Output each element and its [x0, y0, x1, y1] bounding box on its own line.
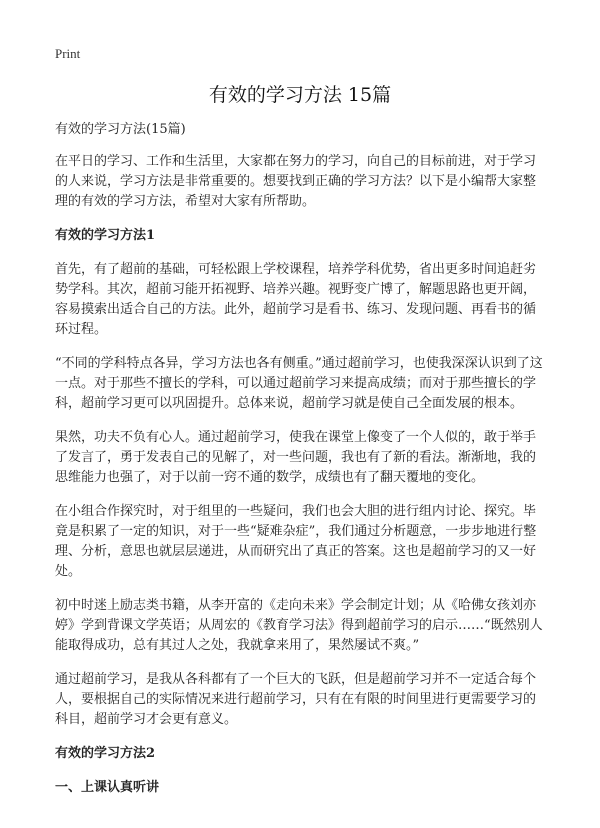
page-title: 有效的学习方法 15篇	[208, 84, 392, 106]
section1-paragraph-6: 通过超前学习，是我从各科都有了一个巨大的飞跃，但是超前学习并不一定适合每个人，要根据自己的实际情况来进行超前学习，只有在有限的时间里进行更需要学习的科目，超前学习才会更有意义。	[55, 672, 537, 727]
section1-paragraph-2: “不同的学科特点各异，学习方法也各有侧重。”通过超前学习，也使我深深认识到了这一点。对于那些不擅长的学科，可以通过超前学习来提高成绩；而对于那些擅长的学科，超前学习更可以巩固提升。总体来说，超前学习就是使自己全面发展的根本。	[55, 356, 543, 411]
article-subtitle: 有效的学习方法(15篇)	[55, 122, 186, 137]
section2-subheading-1: 一、上课认真听讲	[55, 780, 160, 795]
intro-paragraph: 在平日的学习、工作和生活里，大家都在努力的学习，向自己的目标前进，对于学习的人来说，学习方法是非常重要的。想要找到正确的学习方法？以下是小编帮大家整理的有效的学习方法，希望对大家有所帮助。	[55, 154, 537, 209]
print-link[interactable]: Print	[55, 46, 81, 61]
section-heading-2: 有效的学习方法2	[55, 746, 156, 761]
article-body	[55, 120, 547, 812]
section1-paragraph-5: 初中时迷上励志类书籍，从李开富的《走向未来》学会制定计划；从《哈佛女孩刘亦婷》学到背课文学英语；从周宏的《教育学习法》得到超前学习的启示……“既然别人能取得成功，总有其过人之处，我就拿来用了，果然屡试不爽。”	[55, 598, 543, 653]
section-heading-1: 有效的学习方法1	[55, 228, 156, 243]
section1-paragraph-4: 在小组合作探究时，对于组里的一些疑问，我们也会大胆的进行组内讨论、探究。毕竟是积累了一定的知识，对于一些“疑难杂症”，我们通过分析题意，一步步地进行整理、分析，意思也就层层递进，从而研究出了真正的答案。这也是超前学习的又一好处。	[55, 504, 537, 579]
section1-paragraph-3: 果然，功夫不负有心人。通过超前学习，使我在课堂上像变了一个人似的，敢于举手了发言了，勇于发表自己的见解了，对一些问题，我也有了新的看法。渐渐地，我的思维能力也强了，对于以前一窍不通的数学，成绩也有了翻天覆地的变化。	[55, 430, 537, 485]
section1-paragraph-1: 首先，有了超前的基础，可轻松跟上学校课程，培养学科优势，省出更多时间追赶劣势学科。其次，超前习能开拓视野、培养兴趣。视野变广博了，解题思路也更开阔，容易摸索出适合自己的方法。此外，超前学习是看书、练习、发现问题、再看书的循环过程。	[55, 262, 537, 337]
